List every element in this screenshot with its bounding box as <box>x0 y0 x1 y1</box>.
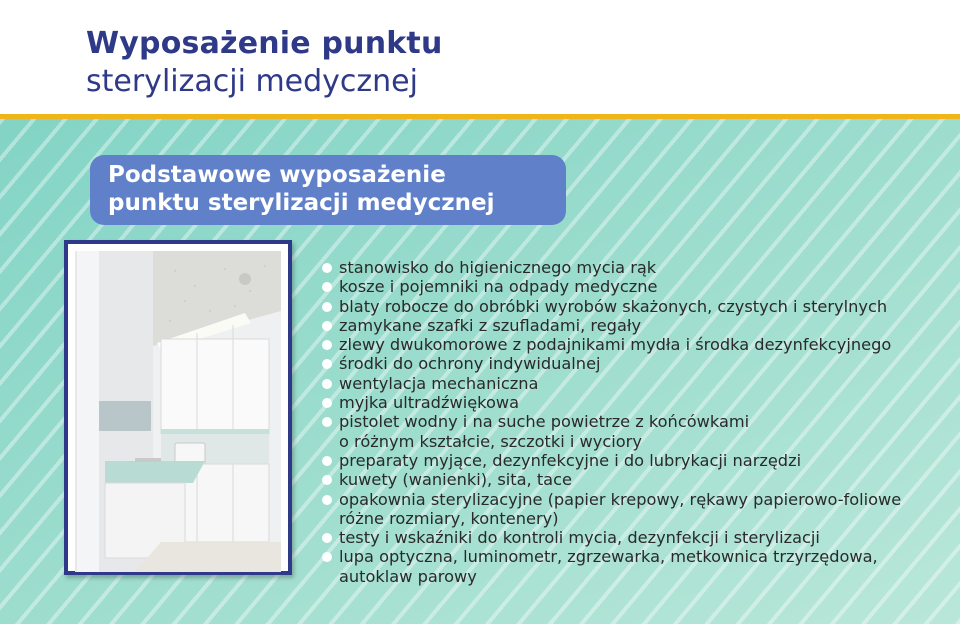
list-item: kosze i pojemniki na odpady medyczne <box>322 277 901 296</box>
page-title: Wyposażenie punktu <box>86 26 443 61</box>
bullet-icon <box>322 282 332 292</box>
bullet-icon <box>322 417 332 427</box>
list-item: preparaty myjące, dezynfekcyjne i do lubrykacji narzędzi <box>322 451 901 470</box>
content-area <box>0 119 960 624</box>
list-item: stanowisko do higienicznego mycia rąk <box>322 258 901 277</box>
bullet-icon <box>322 379 332 389</box>
list-item: wentylacja mechaniczna <box>322 374 901 393</box>
bullet-icon <box>322 533 332 543</box>
section-heading-line2: punktu sterylizacji medycznej <box>108 190 495 216</box>
bullet-icon <box>322 359 332 369</box>
page-subtitle: sterylizacji medycznej <box>86 64 418 99</box>
bullet-icon <box>322 552 332 562</box>
bullet-icon <box>322 475 332 485</box>
list-item: opakownia sterylizacyjne (papier krepowy, rękawy papierowo-foliowe różne rozmiary, kontenery) <box>322 490 901 529</box>
bullet-icon <box>322 263 332 273</box>
section-heading <box>90 155 566 225</box>
bullet-icon <box>322 398 332 408</box>
bullet-icon <box>322 456 332 466</box>
bullet-icon <box>322 495 332 505</box>
list-item: lupa optyczna, luminometr, zgrzewarka, metkownica trzyrzędowa, autoklaw parowy <box>322 547 901 586</box>
equipment-list <box>322 258 901 586</box>
section-heading-line1: Podstawowe wyposażenie <box>108 162 446 188</box>
bullet-icon <box>322 321 332 331</box>
list-item: blaty robocze do obróbki wyrobów skażonych, czystych i sterylnych <box>322 297 901 316</box>
list-item: myjka ultradźwiękowa <box>322 393 901 412</box>
header <box>0 0 960 114</box>
sterilization-room-photo <box>64 240 292 575</box>
bullet-icon <box>322 302 332 312</box>
bullet-icon <box>322 340 332 350</box>
list-item: środki do ochrony indywidualnej <box>322 354 901 373</box>
list-item: zlewy dwukomorowe z podajnikami mydła i środka dezynfekcyjnego <box>322 335 901 354</box>
list-item: zamykane szafki z szufladami, regały <box>322 316 901 335</box>
sterilization-room-illustration <box>75 251 281 572</box>
list-item: kuwety (wanienki), sita, tace <box>322 470 901 489</box>
list-item: pistolet wodny i na suche powietrze z końcówkami o różnym kształcie, szczotki i wyciory <box>322 412 901 451</box>
list-item: testy i wskaźniki do kontroli mycia, dezynfekcji i sterylizacji <box>322 528 901 547</box>
